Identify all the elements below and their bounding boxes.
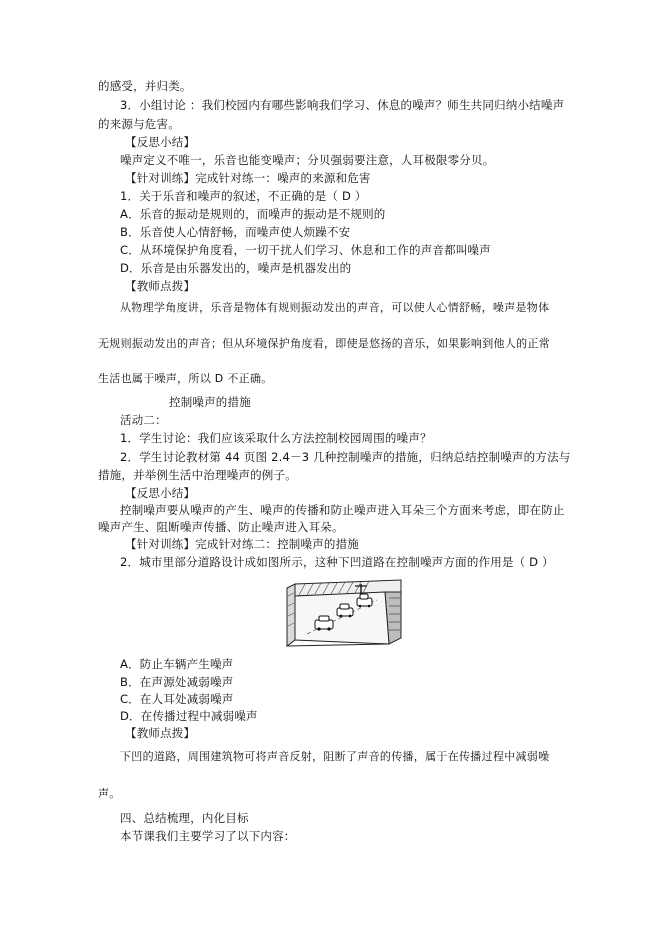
section-label-exercise: 【针对训练】完成针对练二：控制噪声的措施 [125,537,359,551]
sunken-road-illustration-icon [285,578,403,648]
section-label-teacher: 【教师点拨】 [125,279,196,293]
option-a: A．防止车辆产生噪声 [120,657,234,671]
discussion-item-3: 3．小组讨论 ：我们校园内有哪些影响我们学习、休息的噪声？师生共同归纳小结噪声 [120,98,565,112]
section-label-reflection: 【反思小结】 [125,135,196,149]
discussion-item-2: 2．学生讨论教材第 44 页图 2.4－3 几种控制噪声的措施，归纳总结控制噪声的方法与 [120,450,571,464]
section-label-exercise: 【针对训练】完成针对练一：噪声的来源和危害 [125,171,371,185]
section-heading: 控制噪声的措施 [169,395,251,409]
paragraph-line: 措施，并举例生活中治理噪声的例子。 [98,468,297,482]
summary-text: 噪声定义不唯一，乐音也能变噪声；分贝强弱要注意，人耳极限零分贝。 [120,153,495,167]
paragraph-line: 的来源与危害。 [98,117,180,131]
option-b: B．乐音使人心情舒畅，而噪声使人烦躁不安 [120,225,351,239]
section-label-reflection: 【反思小结】 [125,486,196,500]
activity-label: 活动二： [120,413,167,427]
section-label-teacher: 【教师点拨】 [125,726,196,740]
option-c: C．在人耳处减弱噪声 [120,692,234,706]
option-a: A．乐音的振动是规则的，而噪声的振动是不规则的 [120,207,386,221]
option-c: C．从环境保护角度看，一切干扰人们学习、休息和工作的声音都叫噪声 [120,243,491,257]
option-d: D．在传播过程中减弱噪声 [120,709,258,723]
summary-text: 噪声产生、阻断噪声传播、防止噪声进入耳朵。 [98,520,344,534]
paragraph-line: 的感受，并归类。 [98,79,192,93]
option-b: B．在声源处减弱噪声 [120,675,234,689]
option-d: D．乐音是由乐器发出的，噪声是机器发出的 [120,261,352,275]
explanation-line: 从物理学角度讲，乐音是物体有规则振动发出的声音，可以使人心情舒畅，噪声是物体 [120,301,550,314]
paragraph-line: 本节课我们主要学习了以下内容： [120,829,296,843]
summary-text: 控制噪声要从噪声的产生、噪声的传播和防止噪声进入耳朵三个方面来考虑，即在防止 [120,503,565,517]
question-1: 1．关于乐音和噪声的叙述，不正确的是（ D ） [120,189,367,203]
explanation-line: 下凹的道路，周围建筑物可将声音反射，阻断了声音的传播，属于在传播过程中减弱噪 [120,750,550,763]
explanation-line: 生活也属于噪声，所以 D 不正确。 [98,372,273,385]
section-heading-four: 四、总结梳理，内化目标 [120,811,249,825]
explanation-line: 无规则振动发出的声音；但从环境保护角度看，即使是悠扬的音乐，如果影响到他人的正常 [98,337,550,350]
discussion-item-1: 1．学生讨论：我们应该采取什么方法控制校园周围的噪声？ [120,431,432,445]
question-2: 2．城市里部分道路设计成如图所示，这种下凹道路在控制噪声方面的作用是（ D ） [120,555,554,569]
explanation-line: 声。 [98,787,121,800]
